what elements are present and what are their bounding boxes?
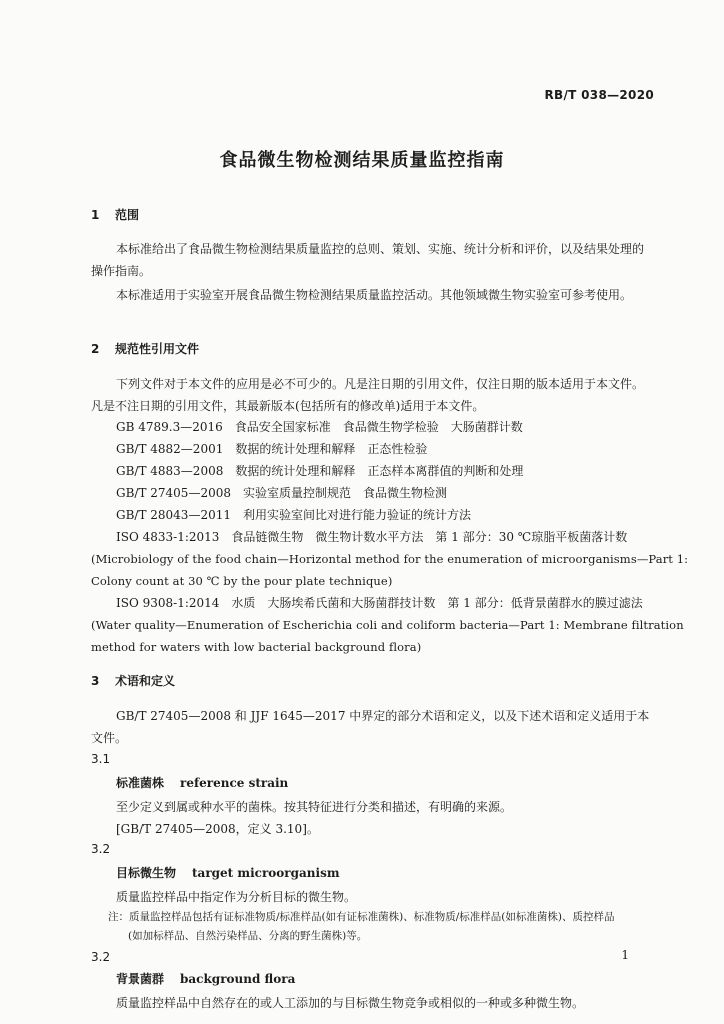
reference-item: ISO 4833-1:2013 食品链微生物 微生物计数水平方法 第 1 部分：30 ℃琼脂平板菌落计数 [116, 530, 628, 544]
section-number: 2 [91, 342, 100, 356]
reference-item-translation: method for waters with low bacterial background flora) [91, 640, 422, 654]
document-title: 食品微生物检测结果质量监控指南 [219, 150, 505, 171]
reference-item: GB/T 4883—2008 数据的统计处理和解释 正态样本离群值的判断和处理 [116, 464, 524, 478]
term-heading [116, 864, 340, 881]
term-note: 注：质量监控样品包括有证标准物质/标准样品(如有证标准菌株)、标准物质/标准样品(如标准菌株)、质控样品 [108, 911, 615, 923]
term-source: [GB/T 27405—2008，定义 3.10]。 [116, 822, 319, 836]
references-intro: 下列文件对于本文件的应用是必不可少的。凡是注日期的引用文件，仅注日期的版本适用于本文件。凡是不注日期的引用文件，其最新版本(包括所有的修改单)适用于本文件。 [91, 377, 645, 413]
reference-item: GB/T 27405—2008 实验室质量控制规范 食品微生物检测 [116, 486, 447, 500]
reference-item-translation: Colony count at 30 ℃ by the pour plate technique) [91, 574, 393, 588]
term-en: reference strain [180, 776, 289, 790]
reference-item-translation: (Water quality—Enumeration of Escherichia coli and coliform bacteria—Part 1: Membrane filtration [91, 618, 684, 632]
section-number: 3 [91, 674, 100, 688]
term-note-continued: (如加标样品、自然污染样品、分离的野生菌株)等。 [128, 930, 368, 942]
term-definition: 质量监控样品中自然存在的或人工添加的与目标微生物竞争或相似的一种或多种微生物。 [116, 996, 585, 1010]
term-zh: 标准菌株 [116, 776, 165, 790]
term-definition: 质量监控样品中指定作为分析目标的微生物。 [116, 890, 357, 904]
section-2-heading [91, 340, 199, 357]
term-definition: 至少定义到属或种水平的菌株。按其特征进行分类和描述，有明确的来源。 [116, 800, 513, 814]
term-number: 3.2 [91, 842, 111, 856]
term-en: background flora [180, 972, 296, 986]
reference-item: ISO 9308-1:2014 水质 大肠埃希氏菌和大肠菌群技计数 第 1 部分：低背景菌群水的膜过滤法 [116, 596, 643, 610]
reference-item-translation: (Microbiology of the food chain—Horizontal method for the enumeration of microorganisms—Part 1: [91, 552, 689, 566]
reference-item: GB 4789.3—2016 食品安全国家标准 食品微生物学检验 大肠菌群计数 [116, 420, 523, 434]
term-heading [116, 970, 295, 987]
scope-paragraph-2: 本标准适用于实验室开展食品微生物检测结果质量监控活动。其他领域微生物实验室可参考使用。 [116, 288, 633, 302]
scope-paragraph-1: 本标准给出了食品微生物检测结果质量监控的总则、策划、实施、统计分析和评价，以及结果处理的操作指南。 [91, 242, 645, 278]
section-1-heading [91, 206, 139, 223]
term-zh: 目标微生物 [116, 866, 177, 880]
page-number: 1 [621, 948, 629, 962]
term-number: 3.2 [91, 950, 111, 964]
section-3-heading [91, 672, 175, 689]
section-title: 范围 [115, 208, 140, 222]
section-title: 术语和定义 [115, 674, 176, 688]
standard-code: RB/T 038—2020 [544, 88, 654, 102]
reference-item: GB/T 28043—2011 利用实验室间比对进行能力验证的统计方法 [116, 508, 471, 522]
reference-item: GB/T 4882—2001 数据的统计处理和解释 正态性检验 [116, 442, 428, 456]
terms-intro: GB/T 27405—2008 和 JJF 1645—2017 中界定的部分术语和定义，以及下述术语和定义适用于本文件。 [91, 709, 650, 745]
term-zh: 背景菌群 [116, 972, 165, 986]
section-title: 规范性引用文件 [115, 342, 200, 356]
term-en: target microorganism [192, 866, 340, 880]
term-heading [116, 774, 288, 791]
section-number: 1 [91, 208, 100, 222]
term-number: 3.1 [91, 752, 111, 766]
